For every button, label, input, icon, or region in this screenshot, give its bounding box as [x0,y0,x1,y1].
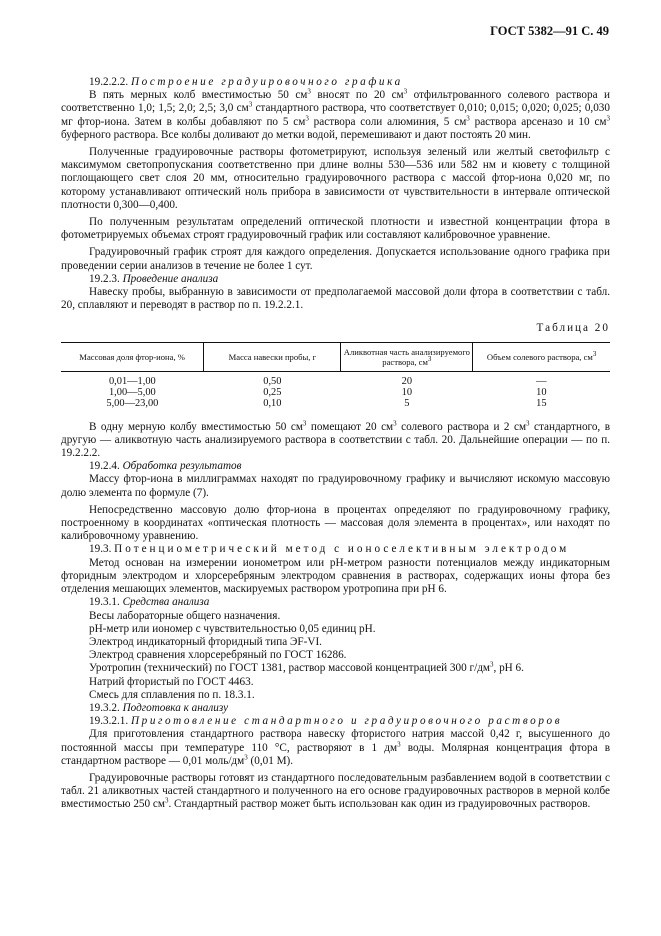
section-19321-title [61,715,610,728]
section-number: 19.3.2. [89,701,120,714]
section-1931-title [61,596,610,609]
list-item: Электрод сравнения хлорсеребряный по ГОСТ 16286. [89,649,347,662]
paragraph: Градуировочные растворы готовят из стандартного последовательным разбавлением водой в соответствии с табл. 21 аликвотных частей стандартного и полученного на его основе градуировочных растворов в мерной колбе вместимостью 250 $см^3$. Стандартный раствор может быть использован как один из градуировочных растворов. [61,771,610,811]
table-cell: 5 [404,397,410,409]
section-heading: Средства анализа [122,596,210,609]
section-number: 19.2.2.2. [89,76,129,88]
list-item: pH-метр или иономер с чувствительностью 0,05 единиц pH. [89,622,376,635]
table-cell: 0,01—1,00 [108,375,156,387]
table-20 [61,342,610,409]
list-item: Натрий фтористый по ГОСТ 4463. [89,675,254,688]
column-header: Аликвотная часть анализируемого раствора, $см^3$ [341,342,473,371]
table-cell: 0,50 [263,375,282,387]
list-item: Электрод индикаторный фторидный типа ЭF-VI. [89,635,322,648]
table-row [61,398,610,409]
table-cell: — [536,375,547,387]
paragraph: В одну мерную колбу вместимостью 50 $см^3$ помещают 20 $см^3$ солевого раствора и 2 $см^3$ стандартного, в другую — аликвотную часть анализируемого раствора в соответствии с табл. 20. Дальнейшие операции — по п. 19.2.2.2. [61,418,610,460]
table-cell: 20 [401,375,413,387]
table-header-row [61,342,610,371]
section-1924-title [61,460,610,473]
table-cell: 0,10 [263,397,282,409]
column-header: Объем солевого раствора, $см^3$ [473,342,610,371]
section-heading: Подготовка к анализу [122,701,229,714]
table-row [61,387,610,398]
paragraph: Для приготовления стандартного раствора навеску фтористого натрия массой 0,42 г, высушенного до постоянной массы при температуре 110 °С, растворяют в 1 $дм^3$ воды. Молярная концентрация фтора в стандартном растворе — 0,01 моль/$дм^3$ (0,01 М). [61,728,610,767]
table-row [61,371,610,387]
section-1932-title [61,702,610,715]
section-number: 19.2.4. [89,460,120,473]
section-number: 19.3.2.1. [89,715,129,728]
page-header: ГОСТ 5382—91 С. 49 [490,24,609,38]
table-cell: 15 [536,397,547,409]
paragraph: Градуировочный график строят для каждого определения. Допускается использование одного графика при проведении серии анализов в течение не более 1 сут. [61,246,610,272]
list-item: Уротропин (технический) по ГОСТ 1381, раствор массовой концентрацией 300 $г/дм^3$, pH 6. [89,660,524,675]
paragraph: Метод основан на измерении ионометром или pH-метром разности потенциалов между индикаторным фторидным электродом и хлорсеребряным электродом сравнения в растворах, содержащих ионы фтора без отделения мешающих элементов, маскируемых раствором уротропина при pH 6. [61,556,610,596]
paragraph: Полученные градуировочные растворы фотометрируют, используя зеленый или желтый светофильтр с максимумом светопропускания соответственно при длине волны 530—536 или 582 нм и кювету с толщиной поглощающего свет слоя 20 мм, относительно градуировочного раствора с массой фтор-иона 0,020 мг, по которому устанавливают оптический ноль прибора в зависимости от чувствительности в интервале оптической плотности 0,300—0,400. [61,146,610,211]
list-item: Весы лабораторные общего назначения. [89,609,281,622]
table-cell: 10 [536,386,547,398]
list-item: Смесь для сплавления по п. 18.3.1. [89,688,255,701]
paragraph: Навеску пробы, выбранную в зависимости от предполагаемой массовой доли фтора в соответствии с табл. 20, сплавляют и переводят в раствор по п. 19.2.2.1. [61,286,610,312]
section-number: 19.2.3. [89,272,120,285]
paragraph: В пять мерных колб вместимостью 50 $см^3$ вносят по 20 $см^3$ отфильтрованного солевого раствора и соответственно 1,0; 1,5; 2,0; 2,5; 3,0 $см^3$ стандартного раствора, что соответствует 0,010; 0,015; 0,020; 0,025; 0,030 мг фтор-иона. Затем в колбы добавляют по 5 $см^3$ раствора соли алюминия, 5 $см^3$ раствора арсеназо и 10 $см^3$ буферного раствора. Все колбы доливают до метки водой, перемешивают и дают постоять 20 мин. [61,87,610,141]
section-heading: Обработка результатов [122,460,242,473]
section-number: 19.3. [89,543,112,556]
section-1923-title [61,273,610,286]
table-caption: Таблица 20 [536,322,610,335]
table-cell: 0,25 [263,386,282,398]
section-heading: Потенциометрический метод с ионоселективным электродом [114,543,570,556]
section-number: 19.3.1. [89,596,120,609]
page-content [61,76,610,812]
paragraph: Непосредственно массовую долю фтор-иона в процентах определяют по градуировочному графику, построенному в координатах «оптическая плотность — массовая доля элемента в процентах», или находят по калибровочному уравнению. [61,503,610,543]
section-193-title [61,543,610,556]
column-header: Масса навески пробы, г [204,342,341,371]
section-heading: Построение градуировочного графика [130,76,403,88]
table-cell: 10 [401,386,413,398]
column-header: Массовая доля фтор-иона, % [61,342,204,371]
paragraph: Массу фтор-иона в миллиграммах находят по градуировочному графику и вычисляют искомую массовую долю элемента по формуле (7). [61,473,610,499]
paragraph: По полученным результатам определений оптической плотности и известной концентрации фтора в фотометрируемых объемах строят градуировочный график или составляют калибровочное уравнение. [61,216,610,242]
table-cell: 5,00—23,00 [106,397,159,409]
table-cell: 1,00—5,00 [108,386,156,398]
section-19222-title [61,76,610,89]
section-heading: Приготовление стандартного и градуировочного растворов [130,715,563,728]
section-heading: Проведение анализа [122,272,219,285]
